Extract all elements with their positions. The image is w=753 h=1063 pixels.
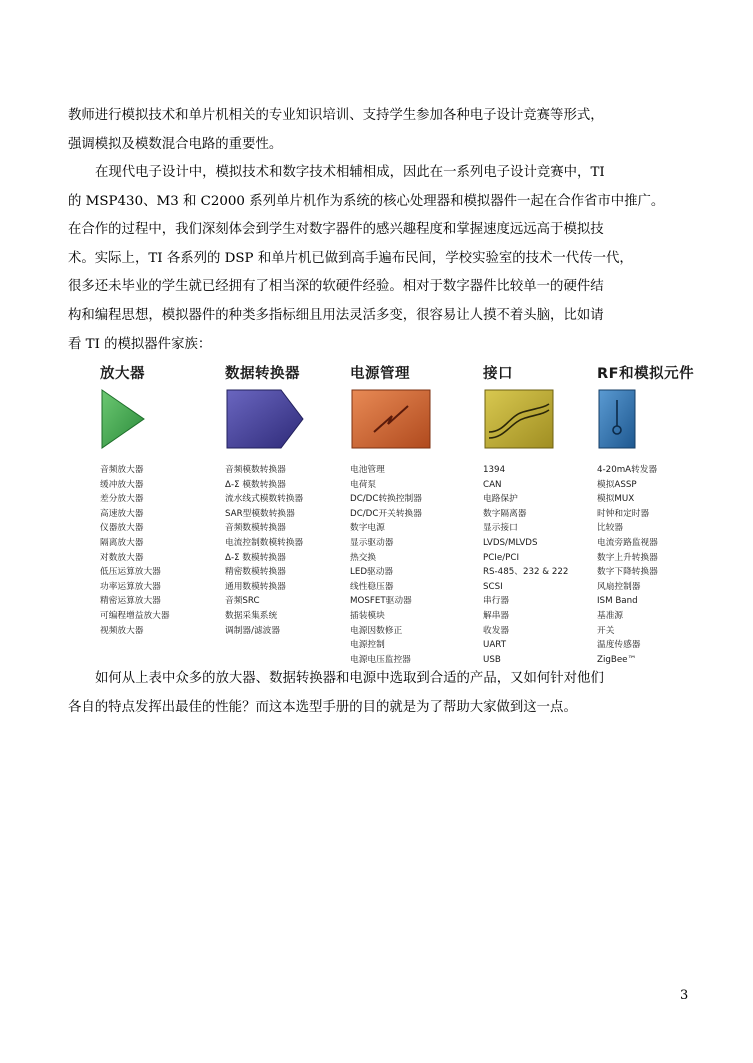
- list-item: Δ-Σ 模数转换器: [225, 479, 286, 490]
- text-line: 强调模拟及模数混合电路的重要性。: [68, 136, 283, 152]
- category-title: 数据转换器: [225, 366, 300, 382]
- list-item: 功率运算放大器: [100, 581, 161, 592]
- list-item: 数字隔离器: [483, 508, 527, 519]
- list-item: 风扇控制器: [597, 581, 641, 592]
- rf-component-icon: [597, 388, 637, 450]
- rf-analog-list: [597, 463, 694, 667]
- list-item: 音频放大器: [100, 465, 144, 475]
- text-line: 看 TI 的模拟器件家族：: [68, 336, 212, 352]
- text-line: 如何从上表中众多的放大器、数据转换器和电源中选取到合适的产品，又如何针对他们: [95, 671, 604, 686]
- list-item: Δ-Σ 数模转换器: [225, 552, 286, 563]
- list-item: MOSFET驱动器: [350, 596, 412, 607]
- list-item: 温度传感器: [597, 640, 641, 651]
- list-item: 调制器/滤波器: [225, 625, 281, 636]
- interface-signal-icon: [483, 388, 555, 450]
- list-item: 收发器: [483, 625, 510, 636]
- list-item: 电荷泵: [350, 479, 377, 490]
- list-item: 显示接口: [483, 523, 518, 534]
- list-item: DC/DC转换控制器: [350, 494, 422, 505]
- list-item: 热交换: [350, 552, 377, 563]
- list-item: 模拟ASSP: [597, 479, 637, 490]
- list-item: CAN: [483, 479, 502, 490]
- power-management-list: [350, 463, 432, 667]
- list-item: 差分放大器: [100, 494, 144, 505]
- list-item: 精密数模转换器: [225, 567, 286, 578]
- text-line: 很多还未毕业的学生就已经拥有了相当深的软硬件经验。相对于数字器件比较单一的硬件结: [68, 279, 604, 295]
- list-item: 流水线式模数转换器: [225, 494, 304, 505]
- text-line: 在合作的过程中，我们深刻体会到学生对数字器件的感兴趣程度和掌握速度远远高于模拟技: [68, 222, 604, 238]
- category-title: 接口: [483, 366, 513, 382]
- list-item: 电流控制数模转换器: [225, 537, 304, 548]
- category-rf-analog: [597, 362, 694, 667]
- list-item: 仪器放大器: [100, 523, 144, 534]
- list-item: 模拟MUX: [597, 494, 635, 505]
- list-item: USB: [483, 654, 501, 665]
- list-item: 对数放大器: [100, 552, 144, 563]
- text-line: 的 MSP430、M3 和 C2000 系列单片机作为系统的核心处理器和模拟器件一起在合作省市中推广。: [68, 193, 665, 209]
- list-item: 数字上升转换器: [597, 552, 658, 563]
- list-item: LVDS/MLVDS: [483, 537, 538, 548]
- list-item: 精密运算放大器: [100, 596, 161, 607]
- list-item: 数字下降转换器: [597, 567, 658, 578]
- amplifier-triangle-icon: [100, 388, 146, 450]
- list-item: DC/DC开关转换器: [350, 508, 422, 519]
- list-item: 1394: [483, 465, 506, 475]
- list-item: 电流旁路监视器: [597, 537, 658, 548]
- text-line: 各自的特点发挥出最佳的性能？而这本选型手册的目的就是为了帮助大家做到这一点。: [68, 699, 577, 715]
- list-item: 音频SRC: [225, 596, 260, 607]
- category-power-management: [350, 362, 432, 667]
- text-line: 构和编程思想，模拟器件的种类多指标细且用法灵活多变，很容易让人摸不着头脑，比如请: [68, 307, 604, 323]
- list-item: 数据采集系统: [225, 610, 278, 621]
- category-title: 放大器: [100, 366, 145, 382]
- list-item: 音频数模转换器: [225, 523, 286, 534]
- list-item: SCSI: [483, 581, 503, 592]
- list-item: 通用数模转换器: [225, 581, 286, 592]
- category-amplifiers: [100, 362, 170, 638]
- text-line: 术。实际上，TI 各系列的 DSP 和单片机已做到高手遍布民间，学校实验室的技术一代传一代，: [68, 250, 633, 266]
- list-item: 4-20mA转发器: [597, 465, 658, 475]
- interface-list: [483, 463, 568, 667]
- text-line: 在现代电子设计中，模拟技术和数字技术相辅相成，因此在一系列电子设计竞赛中，TI: [95, 165, 605, 180]
- list-item: 比较器: [597, 523, 624, 534]
- list-item: 高速放大器: [100, 508, 144, 519]
- list-item: SAR型模数转换器: [225, 508, 295, 519]
- list-item: 插装模块: [350, 610, 385, 621]
- list-item: 电路保护: [483, 494, 518, 505]
- list-item: ZigBee™: [597, 654, 637, 665]
- list-item: 开关: [597, 625, 615, 636]
- category-title: 电源管理: [350, 366, 410, 382]
- list-item: 显示驱动器: [350, 537, 394, 548]
- list-item: PCIe/PCI: [483, 552, 520, 563]
- list-item: 时钟和定时器: [597, 508, 650, 519]
- list-item: 低压运算放大器: [100, 567, 161, 578]
- list-item: 视频放大器: [100, 625, 144, 636]
- text-line: 教师进行模拟技术和单片机相关的专业知识培训、支持学生参加各种电子设计竞赛等形式，: [68, 108, 604, 123]
- category-interface: [483, 362, 568, 667]
- list-item: LED驱动器: [350, 567, 394, 578]
- analog-product-family: [100, 362, 720, 665]
- data-converters-list: [225, 463, 305, 638]
- list-item: 缓冲放大器: [100, 479, 144, 490]
- list-item: 串行器: [483, 596, 510, 607]
- closing-paragraph: [68, 665, 690, 722]
- list-item: 隔离放大器: [100, 537, 144, 548]
- body-paragraph: [68, 159, 690, 359]
- power-lightning-icon: [350, 388, 432, 450]
- list-item: 数字电源: [350, 523, 385, 534]
- list-item: 电源控制: [350, 640, 385, 651]
- list-item: 电池管理: [350, 465, 385, 475]
- list-item: 解串器: [483, 610, 510, 621]
- list-item: 音频模数转换器: [225, 465, 286, 475]
- intro-paragraph: [68, 102, 690, 159]
- page-number: 3: [680, 988, 689, 1003]
- list-item: RS-485、232 & 222: [483, 567, 569, 578]
- list-item: 线性稳压器: [350, 581, 394, 592]
- category-title: RF和模拟元件: [597, 366, 695, 382]
- list-item: UART: [483, 640, 507, 651]
- category-data-converters: [225, 362, 305, 638]
- data-converter-arrow-icon: [225, 388, 305, 450]
- list-item: 电源电压监控器: [350, 654, 411, 665]
- amplifiers-list: [100, 463, 170, 638]
- list-item: 可编程增益放大器: [100, 610, 170, 621]
- list-item: ISM Band: [597, 596, 638, 607]
- list-item: 电源因数修正: [350, 625, 403, 636]
- list-item: 基准源: [597, 610, 624, 621]
